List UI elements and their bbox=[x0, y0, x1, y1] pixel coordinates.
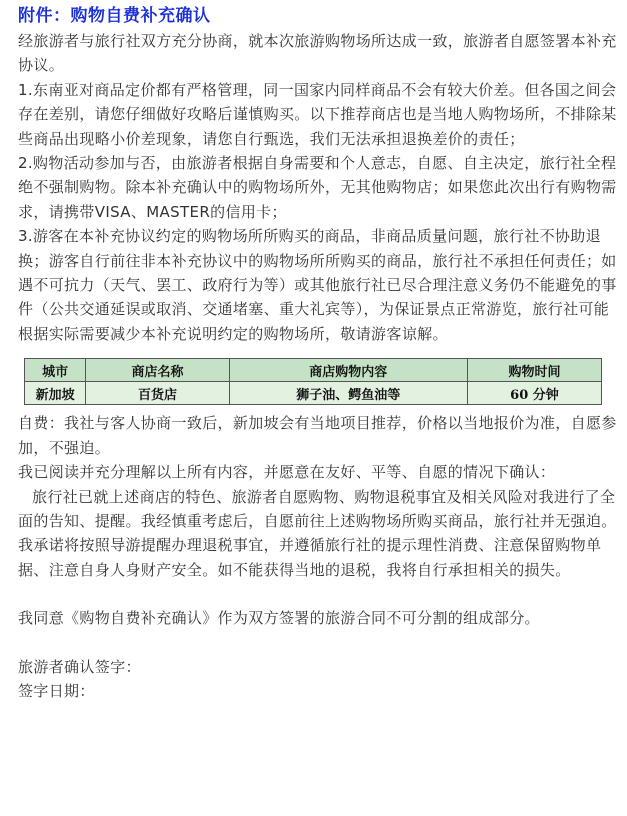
signature-label: 旅游者确认签字： bbox=[18, 657, 141, 676]
header-shop-content: 商店购物内容 bbox=[229, 359, 467, 382]
header-city: 城市 bbox=[25, 359, 86, 382]
intro-paragraph: 经旅游者与旅行社双方充分协商，就本次旅游购物场所达成一致，旅游者自愿签署本补充协议。 bbox=[18, 32, 617, 75]
cell-shop-content: 狮子油、鳄鱼油等 bbox=[229, 382, 467, 405]
document-title: 附件：购物自费补充确认 bbox=[18, 6, 211, 26]
clause-3: 3.游客在本补充协议约定的购物场所所购买的商品，非商品质量问题，旅行社不协助退换；游客自行前往非本补充协议中的购物场所所购买的商品，旅行社不承担任何责任；如遇不可抗力（天气、罢工、政府行为等）或其他旅行社已尽合理注意义务仍不能避免的事件（公共交通延误或取消、交通堵塞、重大礼宾等），为保证景点正常游览，旅行社可能根据实际需要减少本补充说明约定的购物场所，敬请游客谅解。 bbox=[18, 227, 617, 343]
clause-1: 1.东南亚对商品定价都有严格管理，同一国家内同样商品不会有较大价差。但各国之间会存在差别，请您仔细做好攻略后谨慎购买。以下推荐商店也是当地人购物场所，不排除某些商品出现略小价差现象，请您自行甄选，我们无法承担退换差价的责任； bbox=[18, 80, 617, 148]
self-pay-paragraph: 自费：我社与客人协商一致后，新加坡会有当地项目推荐，价格以当地报价为准，自愿参加，不强迫。 bbox=[18, 414, 617, 457]
agreement-statement: 我同意《购物自费补充确认》作为双方签署的旅游合同不可分割的组成部分。 bbox=[18, 609, 540, 628]
cell-city: 新加坡 bbox=[25, 382, 86, 405]
spacer bbox=[18, 631, 617, 655]
confirm-body: 旅行社已就上述商店的特色、旅游者自愿购物、购物退税事宜及相关风险对我进行了全面的告知、提醒。我经慎重考虑后，自愿前往上述购物场所购买商品，旅行社并无强迫。我承诺将按照导游提醒办理退税事宜，并遵循旅行社的提示理性消费、注意保留购物单据、注意自身人身财产安全。如不能获得当地的退税，我将自行承担相关的损失。 bbox=[18, 487, 617, 579]
shopping-table bbox=[24, 358, 602, 405]
clause-2: 2.购物活动参加与否，由旅游者根据自身需要和个人意志，自愿、自主决定，旅行社全程绝不强制购物。除本补充确认中的购物场所外，无其他购物店；如果您此次出行有购物需求，请携带VISA、MASTER的信用卡； bbox=[18, 154, 617, 221]
cell-shopping-time: 60 分钟 bbox=[467, 382, 601, 405]
header-shop-name: 商店名称 bbox=[86, 359, 229, 382]
table-header-row bbox=[25, 359, 602, 382]
table-row bbox=[25, 382, 602, 405]
cell-shop-name: 百货店 bbox=[86, 382, 229, 405]
confirm-intro: 我已阅读并充分理解以上所有内容，并愿意在友好、平等、自愿的情况下确认： bbox=[18, 463, 556, 482]
date-label: 签字日期： bbox=[18, 681, 95, 700]
spacer bbox=[18, 582, 617, 606]
header-shopping-time: 购物时间 bbox=[467, 359, 601, 382]
